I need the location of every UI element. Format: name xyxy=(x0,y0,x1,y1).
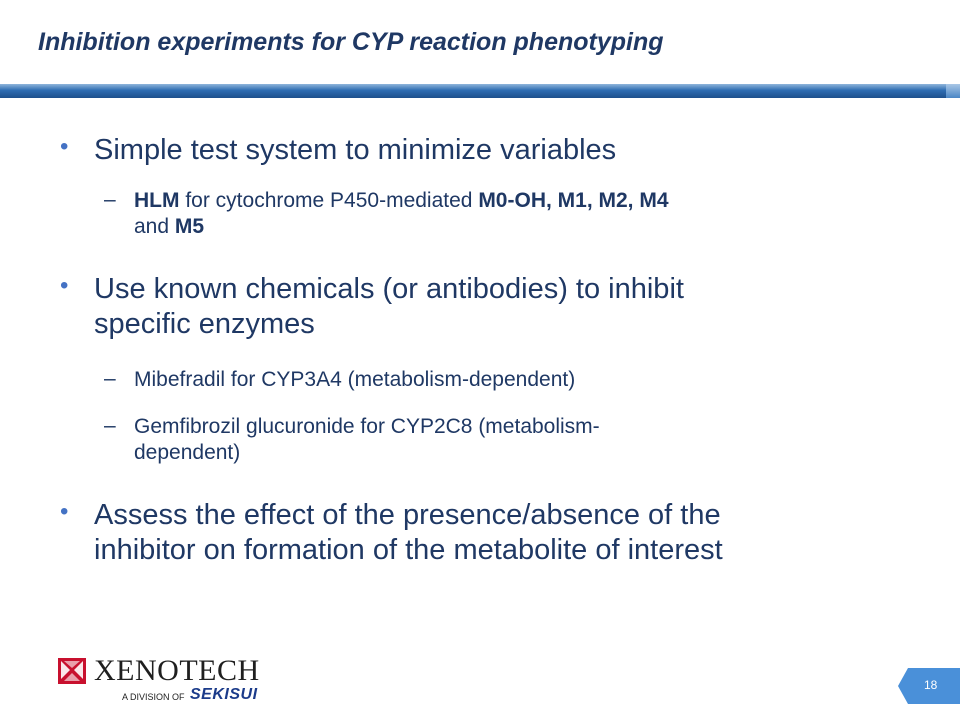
bullet-known-chemicals-line1: Use known chemicals (or antibodies) to inhibit xyxy=(94,273,684,305)
bullet-simple-test-system: Simple test system to minimize variables xyxy=(94,134,617,166)
bullet-marker: • xyxy=(60,133,69,160)
assess-effect-line1: Assess the effect of the presence/absence of the xyxy=(94,499,721,531)
bullet-marker: • xyxy=(60,272,69,299)
bullet-known-chemicals xyxy=(94,272,914,343)
dash-marker: – xyxy=(104,414,116,437)
bullet-known-chemicals-line2: specific enzymes xyxy=(94,308,315,341)
page-number-tab xyxy=(898,668,960,704)
gemfibrozil-line2: dependent) xyxy=(134,440,241,464)
and-text: and xyxy=(134,214,175,238)
bullet-marker: • xyxy=(60,498,69,525)
dash-marker: – xyxy=(104,188,116,211)
gemfibrozil-line1: Gemfibrozil glucuronide for CYP2C8 (metabolism- xyxy=(134,415,600,438)
xenotech-logo xyxy=(58,656,318,706)
xenotech-logo-mark-icon xyxy=(58,658,86,684)
sub-bullet-gemfibrozil xyxy=(134,414,904,465)
hlm-desc-text: for cytochrome P450-mediated xyxy=(179,189,479,212)
m5-text: M5 xyxy=(174,214,205,238)
division-text: A DIVISION OF xyxy=(122,692,185,702)
sub-bullet-hlm xyxy=(134,188,904,239)
sub-bullet-mibefradil: Mibefradil for CYP3A4 (metabolism-dependent) xyxy=(134,368,576,391)
metabolites-text: M0-OH, M1, M2, M4 xyxy=(478,189,669,212)
sekisui-wordmark: SEKISUI xyxy=(190,686,258,703)
slide-title: Inhibition experiments for CYP reaction phenotyping xyxy=(38,28,664,56)
assess-effect-line2: inhibitor on formation of the metabolite of interest xyxy=(94,534,723,567)
page-number: 18 xyxy=(924,678,938,692)
dash-marker: – xyxy=(104,367,116,390)
bullet-assess-effect xyxy=(94,498,914,569)
hlm-text: HLM xyxy=(134,189,180,212)
xenotech-wordmark: XENOTECH xyxy=(94,654,260,687)
